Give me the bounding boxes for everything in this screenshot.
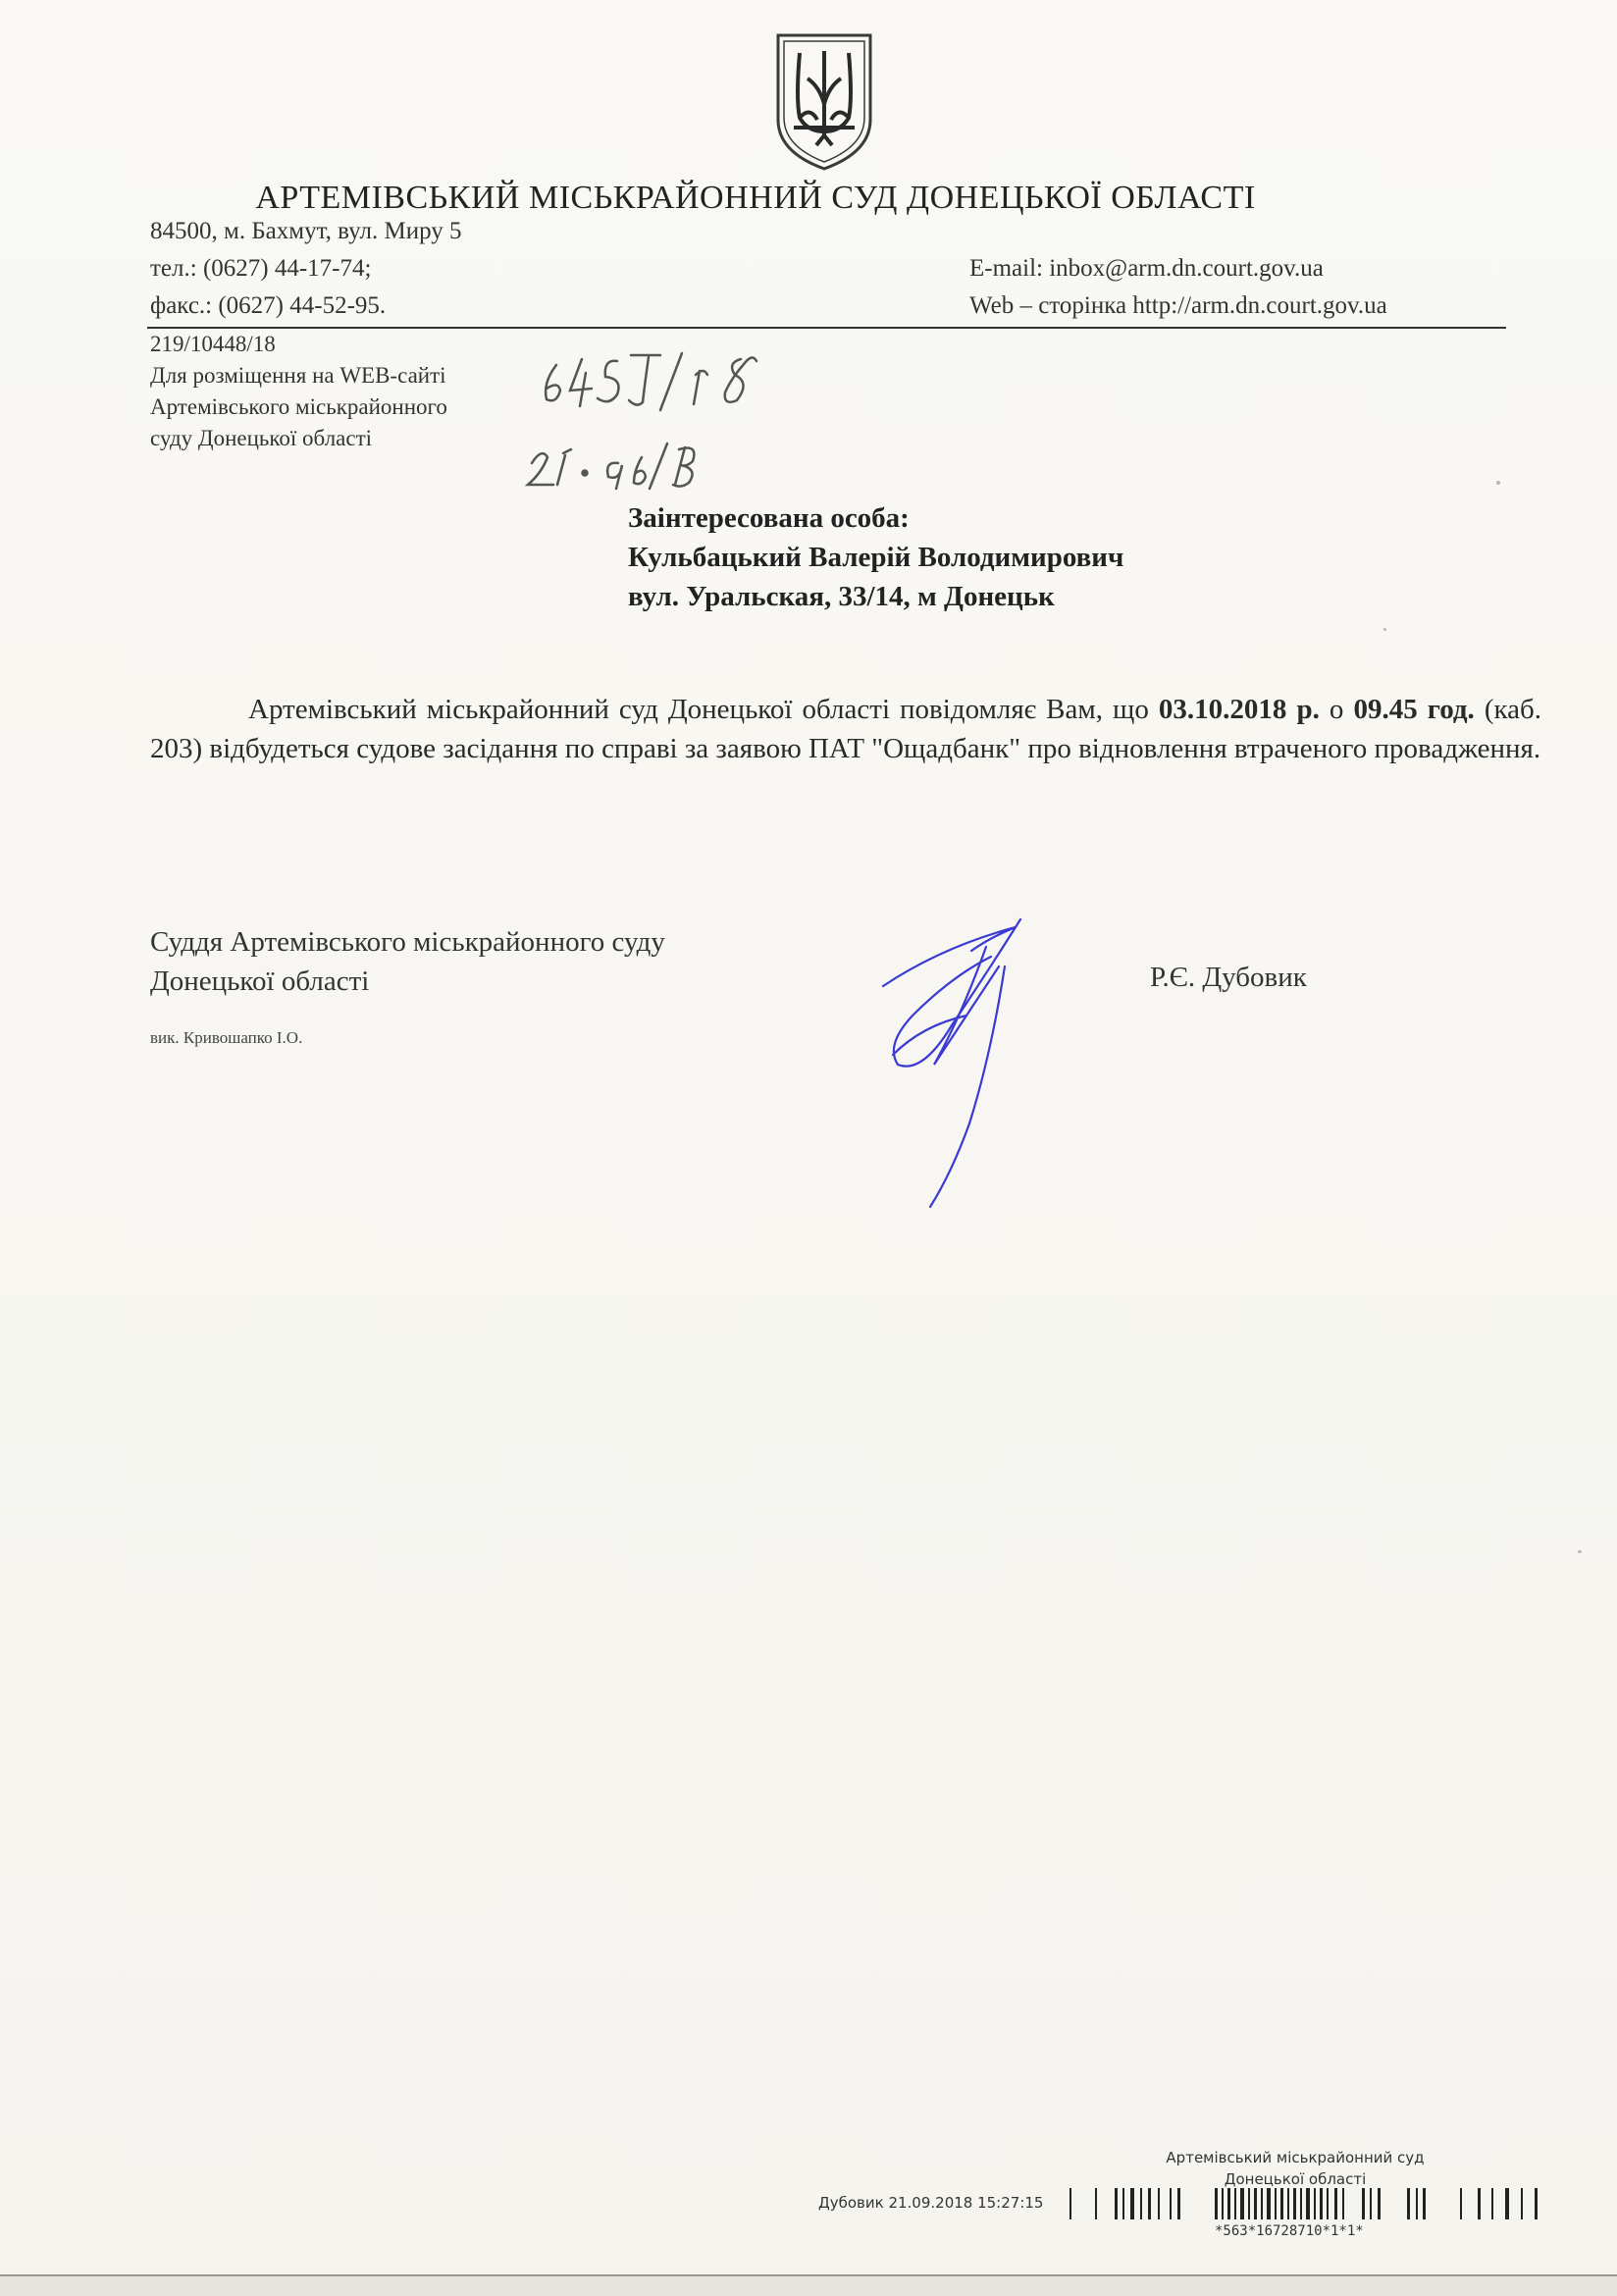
notice-paragraph xyxy=(150,690,1541,768)
judge-position-line: Суддя Артемівського міськрайонного суду xyxy=(150,926,665,958)
reference-block xyxy=(150,329,447,454)
reference-line: Артемівського міськрайонного xyxy=(150,394,447,419)
handwritten-date xyxy=(520,434,736,493)
barcode xyxy=(1068,2188,1548,2219)
judge-position xyxy=(150,922,665,1001)
trident-emblem-icon xyxy=(770,29,878,175)
court-web: Web – сторінка http://arm.dn.court.gov.ua xyxy=(969,292,1387,319)
handwritten-incoming-number xyxy=(535,345,809,414)
scan-speck xyxy=(1496,481,1500,485)
reference-line: суду Донецької області xyxy=(150,426,373,450)
court-phone: тел.: (0627) 44-17-74; xyxy=(150,255,372,282)
recipient-label: Заінтересована особа: xyxy=(628,502,910,534)
hearing-time: 09.45 год. xyxy=(1353,694,1475,725)
electronic-stamp-court xyxy=(1128,2147,1462,2190)
barcode-number: *563*16728710*1*1* xyxy=(1215,2223,1364,2239)
scan-speck xyxy=(1578,1550,1582,1553)
recipient-name: Кульбацький Валерій Володимирович xyxy=(628,542,1124,573)
stamp-court-line: Донецької області xyxy=(1224,2170,1367,2188)
stamp-court-line: Артемівський міськрайонний суд xyxy=(1166,2149,1425,2166)
notice-text: Артемівський міськрайонний суд Донецької області повідомляє Вам, що xyxy=(248,694,1159,725)
reference-line: Для розміщення на WEB-сайті xyxy=(150,363,446,388)
court-email: E-mail: inbox@arm.dn.court.gov.ua xyxy=(969,255,1324,282)
court-address: 84500, м. Бахмут, вул. Миру 5 xyxy=(150,218,462,244)
recipient-block xyxy=(628,498,1123,616)
case-number: 219/10448/18 xyxy=(150,332,276,356)
stamp-signed-line: Дубовик 21.09.2018 15:27:15 xyxy=(818,2194,1044,2212)
scan-speck xyxy=(1383,628,1386,631)
handwritten-signature xyxy=(873,908,1030,1222)
judge-name: Р.Є. Дубовик xyxy=(1150,962,1307,993)
judge-position-line: Донецької області xyxy=(150,965,370,997)
notice-text: о xyxy=(1319,694,1354,725)
executor-note: вик. Кривошапко І.О. xyxy=(150,1028,303,1047)
court-title: АРТЕМІВСЬКИЙ МІСЬКРАЙОННИЙ СУД ДОНЕЦЬКОЇ ОБЛАСТІ xyxy=(255,180,1256,216)
recipient-address: вул. Уральская, 33/14, м Донецьк xyxy=(628,581,1055,612)
court-fax: факс.: (0627) 44-52-95. xyxy=(150,292,387,319)
notice-text: (каб. 203) відбудеться судове засідання по справі за заявою ПАТ "Ощадбанк" про відновлення втраченого провадження. xyxy=(150,694,1542,764)
scan-edge xyxy=(0,2274,1617,2296)
hearing-date: 03.10.2018 р. xyxy=(1158,694,1320,725)
